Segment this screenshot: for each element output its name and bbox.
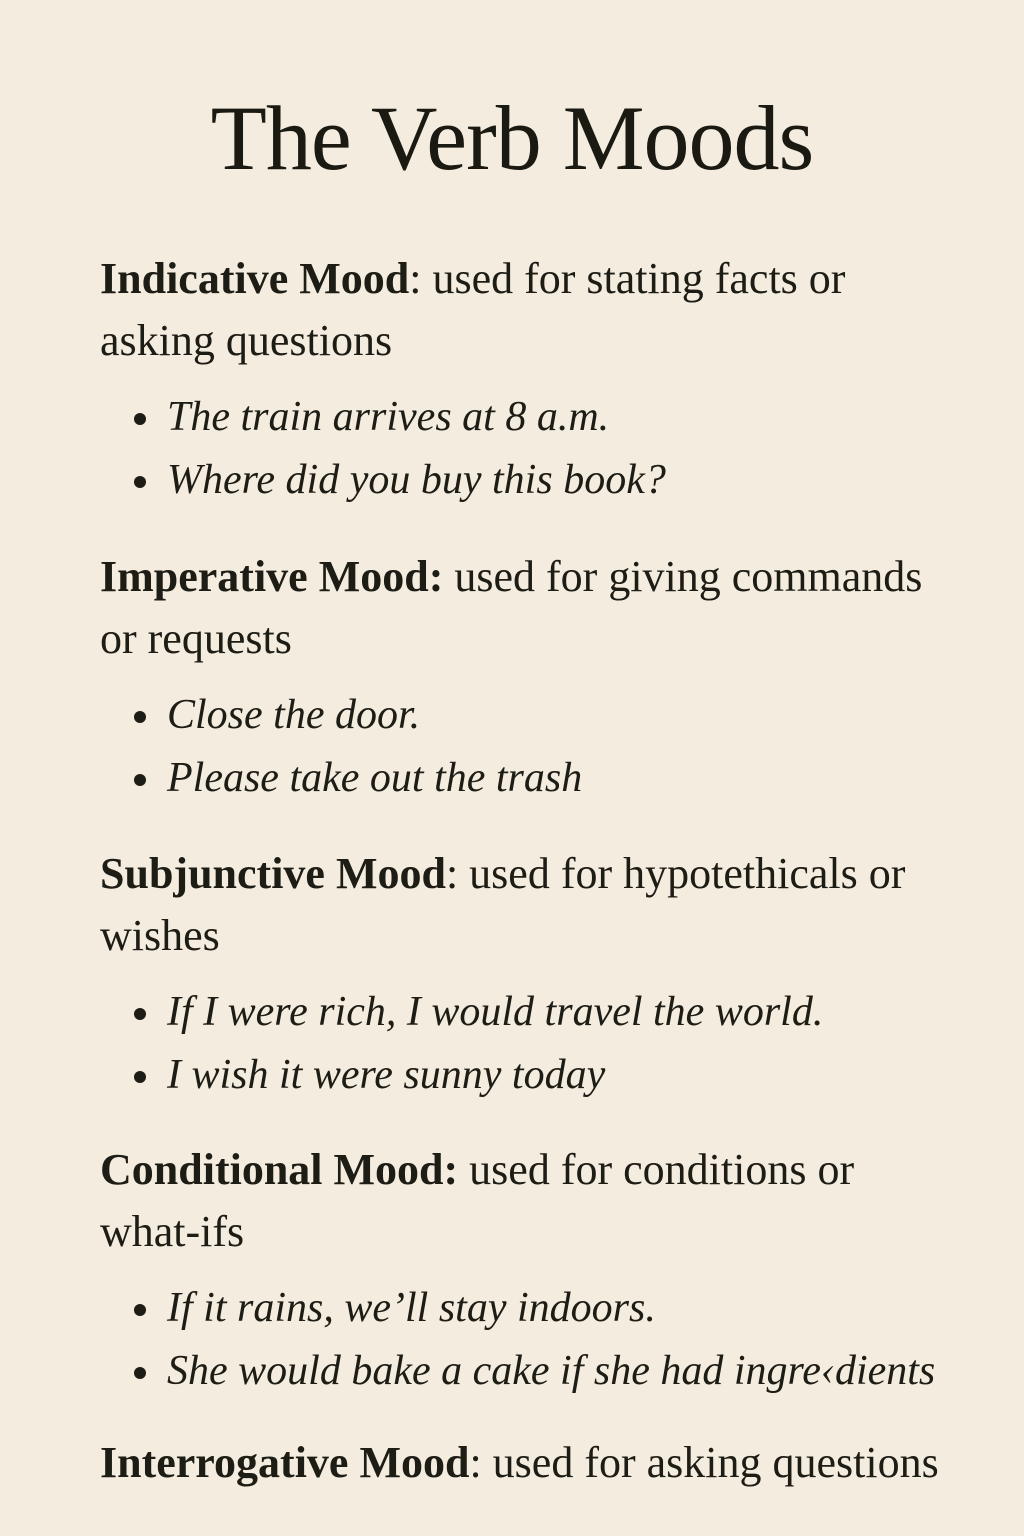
mood-term: Imperative Mood: <box>100 552 444 601</box>
section-interrogative <box>100 1432 1000 1494</box>
section-subjunctive <box>100 843 1000 1107</box>
example-text: I wish it were sunny today <box>167 1052 606 1098</box>
mood-term: Indicative Mood <box>100 254 410 303</box>
example-text: The train arrives at 8 a.m. <box>167 394 610 440</box>
example-item <box>100 386 1000 449</box>
example-text: Close the door. <box>167 692 421 738</box>
section-imperative <box>100 546 1000 810</box>
mood-description: : used for asking questions <box>469 1438 939 1487</box>
mood-description: used for conditions or what-ifs <box>100 1145 855 1256</box>
example-list <box>100 386 1000 512</box>
section-conditional <box>100 1139 1000 1403</box>
section-heading <box>100 843 960 967</box>
mood-description: used for giving commands or requests <box>100 552 923 663</box>
example-item <box>100 1044 1000 1107</box>
example-text: If it rains, we’ll stay indoors. <box>167 1285 656 1331</box>
section-heading <box>100 248 960 372</box>
example-item <box>100 449 1000 512</box>
bullet-icon <box>134 1367 146 1379</box>
example-item <box>100 1277 1000 1340</box>
bullet-icon <box>134 476 146 488</box>
example-list <box>100 684 1000 810</box>
mood-term: Interrogative Mood <box>100 1438 470 1487</box>
example-text: If I were rich, I would travel the world. <box>167 989 824 1035</box>
bullet-icon <box>134 711 146 723</box>
mood-term: Conditional Mood: <box>100 1145 459 1194</box>
example-text: She would bake a cake if she had ingre‹dients <box>167 1348 936 1394</box>
example-item <box>100 1340 1000 1403</box>
example-item <box>100 981 1000 1044</box>
bullet-icon <box>134 1071 146 1083</box>
section-indicative <box>100 248 1000 512</box>
section-heading <box>100 1139 960 1263</box>
bullet-icon <box>134 413 146 425</box>
page-title: The Verb Moods <box>210 87 814 189</box>
example-text: Please take out the trash <box>167 755 583 801</box>
example-list <box>100 1277 1000 1403</box>
bullet-icon <box>134 774 146 786</box>
bullet-icon <box>134 1304 146 1316</box>
example-item <box>100 747 1000 810</box>
section-heading <box>100 546 960 670</box>
bullet-icon <box>134 1008 146 1020</box>
section-heading <box>100 1432 960 1494</box>
example-text: Where did you buy this book? <box>167 457 666 503</box>
example-item <box>100 684 1000 747</box>
example-list <box>100 981 1000 1107</box>
mood-description: : used for stating facts or asking questions <box>100 254 846 365</box>
mood-term: Subjunctive Mood <box>100 849 446 898</box>
mood-description: : used for hypotethicals or wishes <box>100 849 906 960</box>
